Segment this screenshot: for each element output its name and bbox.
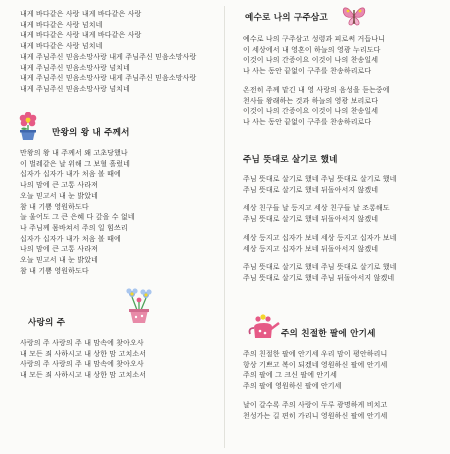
- lyric-line: 주님 뜻대로 살기로 했네 주님 뜻대로 살기로 했네: [243, 263, 397, 272]
- lyric-line: 사랑의 주 사랑의 주 내 맘속에 찾아오사: [20, 339, 144, 347]
- lyric-line: 주님 뜻대로 살기로 했네 주님 뒤돌아서지 않겠네: [243, 273, 395, 282]
- lyric-line: 예수로 나의 구주삼고 성령과 피로써 거듭나니: [243, 35, 386, 43]
- hymn-jesus-as-savior: [243, 13, 390, 128]
- lyric-line: 늘 울어도 그 큰 은혜 다 갚을 수 없네: [20, 213, 135, 222]
- lyric-line: 주의 팔에 영원하신 팔에 안기세: [243, 382, 342, 391]
- lyric-line: 이것이 나의 간증이요 이것이 나의 찬송일세: [243, 107, 379, 116]
- lyric-line: 온전히 주께 맡긴 내 영 사랑의 음성을 듣는중에: [243, 85, 390, 94]
- hymn-title: 주님 뜻대로 살기로 했네: [243, 155, 338, 165]
- lyric-line: 나 사는 동안 끝없이 구주를 찬송하리로다: [243, 117, 372, 126]
- lyric-line: 내게 주님주신 믿음소망사랑 내게 주님주신 믿음소망사랑: [20, 52, 197, 61]
- lyric-line: 십자가 십자가 내가 처음 볼 때에: [20, 170, 121, 179]
- hymn-title: 예수로 나의 구주삼고: [245, 13, 328, 23]
- lyric-line: 참 내 기쁨 영원하도다: [20, 202, 89, 211]
- hymn-title: 사랑의 주: [28, 318, 66, 328]
- lyric-line: 세상 등지고 십자가 보네 뒤돌아서지 않겠네: [243, 244, 379, 253]
- hymn-king-of-kings: [20, 128, 135, 276]
- lyric-line: 내 모든 죄 사하시고 내 상한 맘 고치소서: [20, 349, 147, 358]
- hymn-live-by-lords-will: [243, 155, 397, 284]
- lyric-line: 주님 뜻대로 살기로 했네 뒤돌아서지 않겠네: [243, 215, 379, 224]
- lyric-line: 나 주님께 몸바쳐서 주의 일 힘쓰리: [20, 223, 128, 232]
- hymn-lord-of-love: [20, 318, 146, 381]
- lyric-line: 천성가는 길 편히 가리니 영원하신 팔에 안기세: [243, 411, 388, 420]
- lyric-line: 십자가 십자가 내가 처음 볼 때에: [20, 234, 121, 243]
- lyric-line: 내게 바다같은 사랑 내게 바다같은 사랑: [20, 31, 142, 40]
- lyric-line: 오늘 믿고서 내 눈 밝았네: [20, 256, 98, 265]
- lyric-line: 날이 갈수록 주의 사랑이 두루 광명하게 비치고: [243, 400, 388, 409]
- column-divider: [224, 6, 225, 448]
- lyric-line: 내게 주님주신 믿음소망사랑 넘치네: [20, 84, 130, 93]
- lyric-line: 이 세상에서 내 영혼이 하늘의 영광 누리도다: [243, 45, 381, 54]
- lyric-line: 내게 바다같은 사랑 넘치네: [20, 20, 103, 29]
- lyric-line: 내게 바다같은 사랑 넘치네: [20, 42, 103, 51]
- lyric-line: 사랑의 주 사랑의 주 내 맘속에 찾아오사: [20, 360, 144, 369]
- hymn-love-like-sea: [20, 9, 196, 95]
- hymn-leaning-on-everlasting-arms: [243, 329, 387, 421]
- lyric-line: 만왕의 왕 내 주께서 왜 고초당했나: [20, 149, 128, 157]
- hymn-title: 주의 친절한 팔에 안기세: [281, 329, 376, 339]
- lyric-line: 세상 등지고 십자가 보네 세상 등지고 십자가 보네: [243, 233, 397, 242]
- lyric-line: 이 벌레같은 날 위해 그 보혈 흘렀네: [20, 159, 131, 168]
- lyric-line: 주의 팔에 그 크신 팔에 안기세: [243, 371, 337, 380]
- lyric-line: 내 모든 죄 사하시고 내 상한 맘 고치소서: [20, 371, 147, 380]
- lyric-line: 주님 뜻대로 살기로 했네 주님 뜻대로 살기로 했네: [243, 175, 397, 183]
- lyric-line: 세상 친구들 날 등지고 세상 친구들 날 조롱해도: [243, 204, 390, 213]
- lyric-line: 참 내 기쁨 영원하도다: [20, 266, 89, 275]
- lyric-line: 이것이 나의 간증이요 이것이 나의 찬송일세: [243, 56, 379, 65]
- lyric-line: 천사들 왕래하는 것과 하늘의 영광 보리로다: [243, 96, 379, 105]
- lyric-line: 항상 기쁘고 복이 되겠네 영원하신 팔에 안기세: [243, 360, 388, 369]
- hymn-title: 만왕의 왕 내 주께서: [52, 128, 130, 138]
- lyric-line: 주님 뜻대로 살기로 했네 뒤돌아서지 않겠네: [243, 185, 379, 194]
- lyric-line: 내게 바다같은 사랑 내게 바다같은 사랑: [20, 10, 142, 18]
- lyric-line: 내게 주님주신 믿음소망사랑 내게 주님주신 믿음소망사랑: [20, 74, 197, 83]
- lyric-line: 내게 주님주신 믿음소망사랑 넘치네: [20, 63, 130, 72]
- lyric-line: 주의 친절한 팔에 안기세 우리 맘이 평안하리니: [243, 350, 388, 358]
- lyric-line: 오늘 믿고서 내 눈 밝았네: [20, 191, 98, 200]
- lyric-line: 나의 맘에 큰 고통 사라져: [20, 181, 98, 190]
- lyric-line: 나 사는 동안 끝없이 구주를 찬송하리로다: [243, 67, 372, 76]
- lyric-line: 나의 맘에 큰 고통 사라져: [20, 245, 98, 254]
